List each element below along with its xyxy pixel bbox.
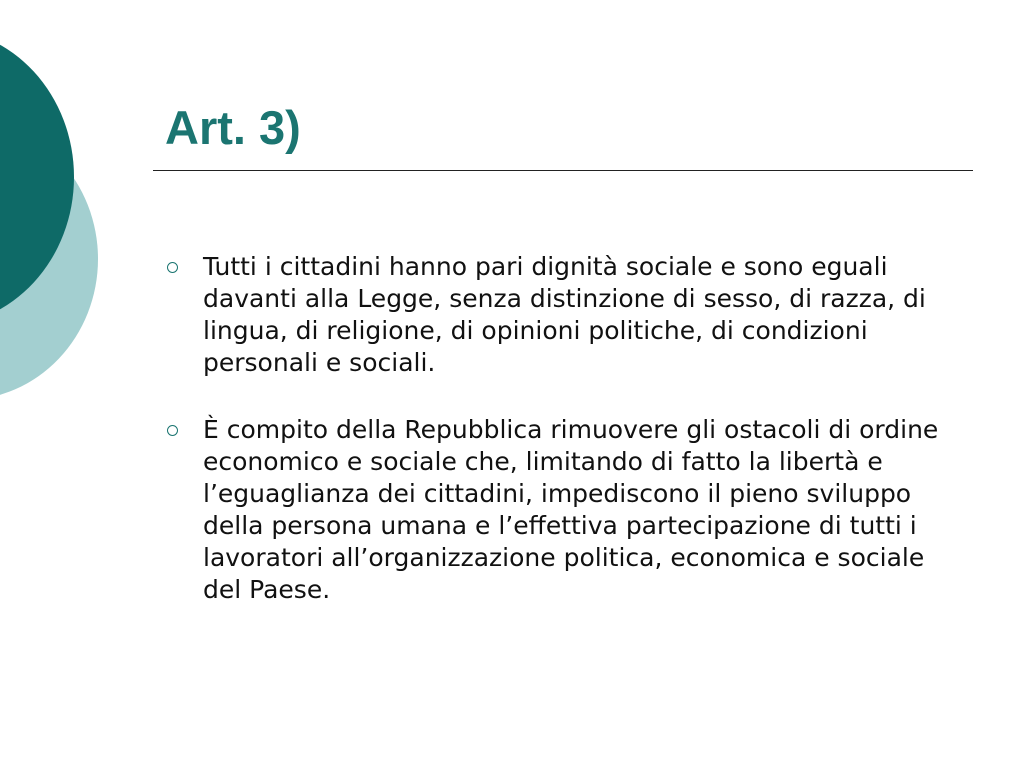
hollow-circle-icon	[167, 262, 178, 273]
bullet-list	[163, 251, 963, 641]
bullet-text: È compito della Repubblica rimuovere gli ostacoli di ordine economico e sociale che, limitando di fatto la libertà e l’eguaglianza dei cittadini, impediscono il pieno sviluppo della persona umana e l’effettiva partecipazione di tutti i lavoratori all’organizzazione politica, economica e sociale del Paese.	[203, 415, 939, 604]
slide-title: Art. 3)	[165, 101, 301, 154]
bullet-item	[163, 251, 963, 379]
title-divider	[153, 170, 973, 171]
bullet-item	[163, 414, 963, 606]
hollow-circle-icon	[167, 425, 178, 436]
bullet-text: Tutti i cittadini hanno pari dignità sociale e sono eguali davanti alla Legge, senza distinzione di sesso, di razza, di lingua, di religione, di opinioni politiche, di condizioni personali e sociali.	[203, 252, 926, 377]
